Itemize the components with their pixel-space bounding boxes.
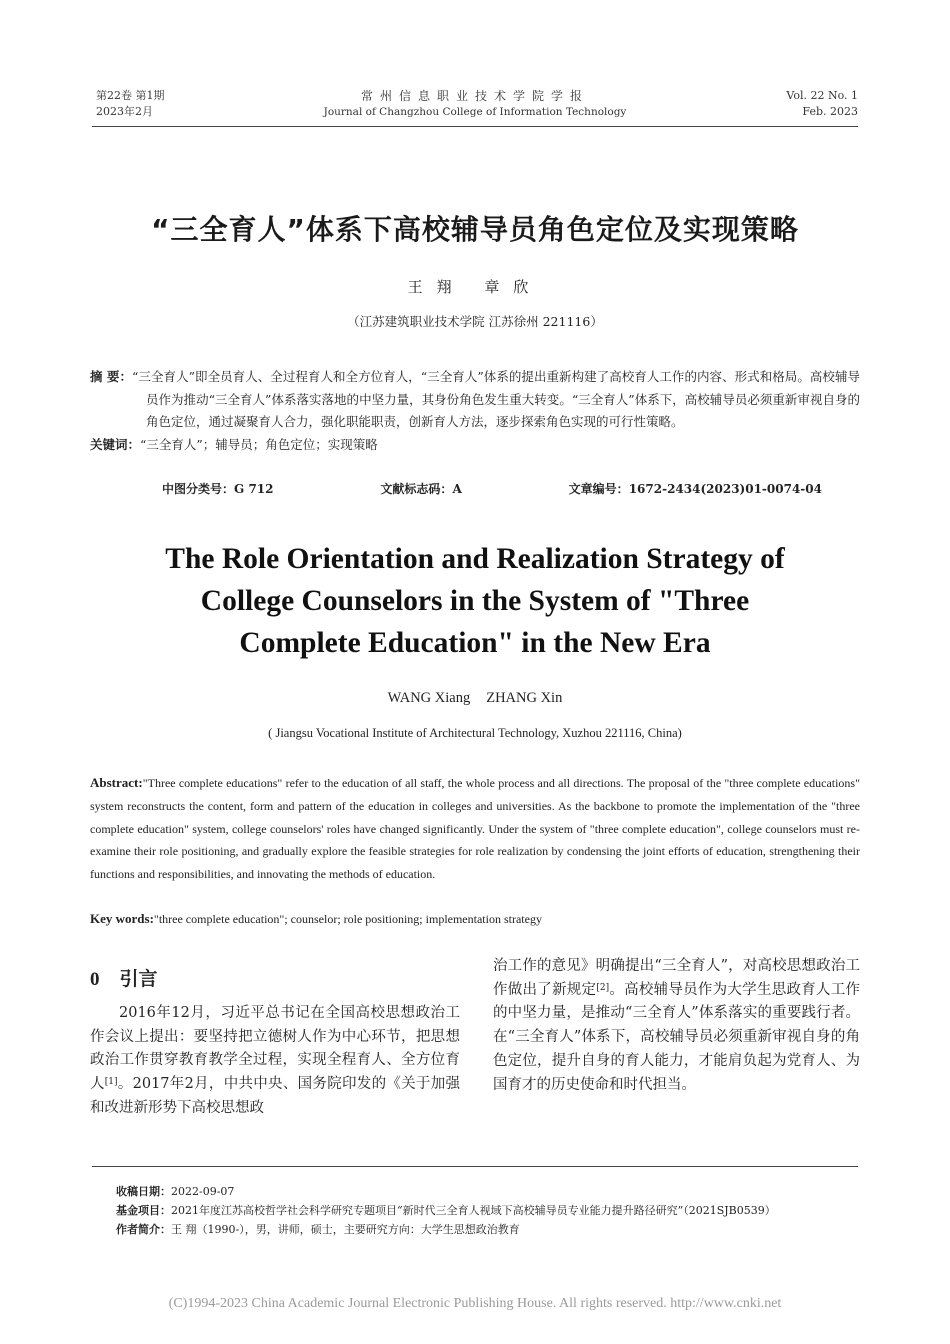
keywords-en-label: Key words: [90, 911, 154, 926]
keywords-cn-text: “三全育人”；辅导员；角色定位；实现策略 [140, 436, 378, 452]
footnote-fund [116, 1201, 876, 1220]
title-en-line-1: The Role Orientation and Realization Strategy of [165, 543, 785, 575]
received-label: 收稿日期： [116, 1185, 171, 1198]
body-left-text-1: 2016年12月，习近平总书记在全国高校思想政治工作会议上提出：要坚持把立德树人作为中心环节，把思想政治工作贯穿教育教学全过程，实现全程育人、全方位育人 [90, 1005, 460, 1093]
journal-name-en: Journal of Changzhou College of Information Technology [323, 106, 627, 118]
fund-label: 基金项目： [116, 1204, 171, 1217]
footnotes [116, 1182, 876, 1239]
paper-title-cn: “三全育人”体系下高校辅导员角色定位及实现策略 [151, 213, 799, 246]
abstract-en-label: Abstract: [90, 775, 143, 790]
fund-value: 2021年度江苏高校哲学社会科学研究专题项目“新时代三全育人视域下高校辅导员专业能力提升路径研究”（2021SJB0539） [171, 1204, 776, 1217]
header-volume-cn: 第22卷 第1期 [96, 89, 165, 102]
author-bio-value: 王 翔（1990-），男，讲师，硕士，主要研究方向：大学生思想政治教育 [171, 1223, 520, 1236]
clc-label: 中图分类号： [162, 482, 235, 496]
header-date-cn: 2023年2月 [96, 105, 153, 118]
citation-ref-1[interactable]: [1] [104, 1077, 118, 1088]
keywords-cn [90, 434, 860, 457]
citation-ref-2[interactable]: [2] [596, 982, 610, 993]
authors-en [0, 690, 950, 707]
section-heading-introduction [90, 964, 158, 991]
section-title: 引言 [119, 968, 158, 990]
body-right-text-2: 。高校辅导员作为大学生思政育人工作的中坚力量，是推动“三全育人”体系落实的重要践行者。在“三全育人”体系下，高校辅导员必须重新审视自身的角色定位，提升自身的育人能力，才能肩负起为党育人、为国育才的历史使命和时代担当。 [493, 981, 861, 1093]
article-number [569, 480, 822, 497]
doc-code-value: A [452, 482, 462, 496]
footnote-received [116, 1182, 876, 1201]
abstract-cn [90, 366, 860, 434]
affiliation-cn: （江苏建筑职业技术学院 江苏徐州 221116） [347, 314, 603, 329]
header-date-en: Feb. 2023 [802, 105, 858, 118]
header-volume-en: Vol. 22 No. 1 [786, 89, 858, 102]
section-number: 0 [90, 969, 100, 990]
keywords-en-text: "three complete education"; counselor; role positioning; implementation strategy [153, 912, 542, 926]
footnote-author [116, 1220, 876, 1239]
header-divider [92, 126, 858, 127]
abstract-cn-text: “三全育人”即全员育人、全过程育人和全方位育人，“三全育人”体系的提出重新构建了高校育人工作的内容、形式和格局。高校辅导员作为推动“三全育人”体系落实落地的中坚力量，其身份角色发生重大转变。“三全育人”体系下，高校辅导员必须重新审视自身的角色定位，通过凝聚育人合力，强化职能职责，创新育人方法，逐步探索角色实现的可行性策略。 [132, 369, 860, 429]
abstract-en [90, 772, 860, 886]
keywords-en [90, 908, 860, 930]
header-right [786, 88, 858, 120]
title-en-line-3: Complete Education" in the New Era [239, 627, 711, 659]
doc-code-label: 文献标志码： [380, 482, 453, 496]
clc-value: G 712 [234, 482, 274, 496]
clc-number [162, 480, 274, 497]
author-en-1: WANG Xiang [387, 690, 471, 706]
authors-cn: 王翔 章欣 [407, 278, 543, 296]
affiliation-en: ( Jiangsu Vocational Institute of Architectural Technology, Xuzhou 221116, China) [268, 726, 682, 740]
footnote-divider [92, 1166, 858, 1167]
keywords-cn-label: 关键词： [90, 436, 141, 452]
journal-name-cn: 常州信息职业技术学院学报 [360, 89, 589, 103]
article-no-label: 文章编号： [568, 482, 629, 496]
body-right-text-1: 治工作的意见》明确提出“三全育人”，对高校思想政治工作做出了新规定 [493, 958, 860, 998]
document-code [380, 480, 461, 497]
title-en-line-2: College Counselors in the System of "Three [200, 585, 750, 617]
author-bio-label: 作者简介： [116, 1223, 171, 1236]
paper-title-en [0, 538, 950, 664]
abstract-en-text: "Three complete educations" refer to the education of all staff, the whole process and all directions. The proposal of the "three complete educations" system reconstructs the content, form and pattern of the education in colleges and universities. As the backbone to promote the implementation of the "three complete education" system, college counselors' roles have changed significantly. Under the system of "three complete education", college counselors must re-examine their role positioning, and gradually explore the feasible strategies for role realization by condensing the joint efforts of education, strengthening their functions and responsibilities, and innovating the methods of education. [90, 776, 860, 882]
body-column-left [90, 1002, 460, 1121]
classification-row [162, 480, 822, 497]
author-en-2: ZHANG Xin [486, 690, 563, 706]
article-no-value: 1672-2434(2023)01-0074-04 [628, 482, 822, 496]
body-column-right [493, 955, 860, 1097]
received-value: 2022-09-07 [171, 1185, 235, 1198]
abstract-cn-block [90, 366, 860, 456]
abstract-cn-label: 摘 要： [90, 369, 133, 384]
copyright-watermark: (C)1994-2023 China Academic Journal Electronic Publishing House. All rights reserved. http://www.cnki.net [168, 1296, 782, 1311]
body-left-text-2: 。2017年2月，中共中央、国务院印发的《关于加强和改进新形势下高校思想政 [90, 1076, 461, 1116]
